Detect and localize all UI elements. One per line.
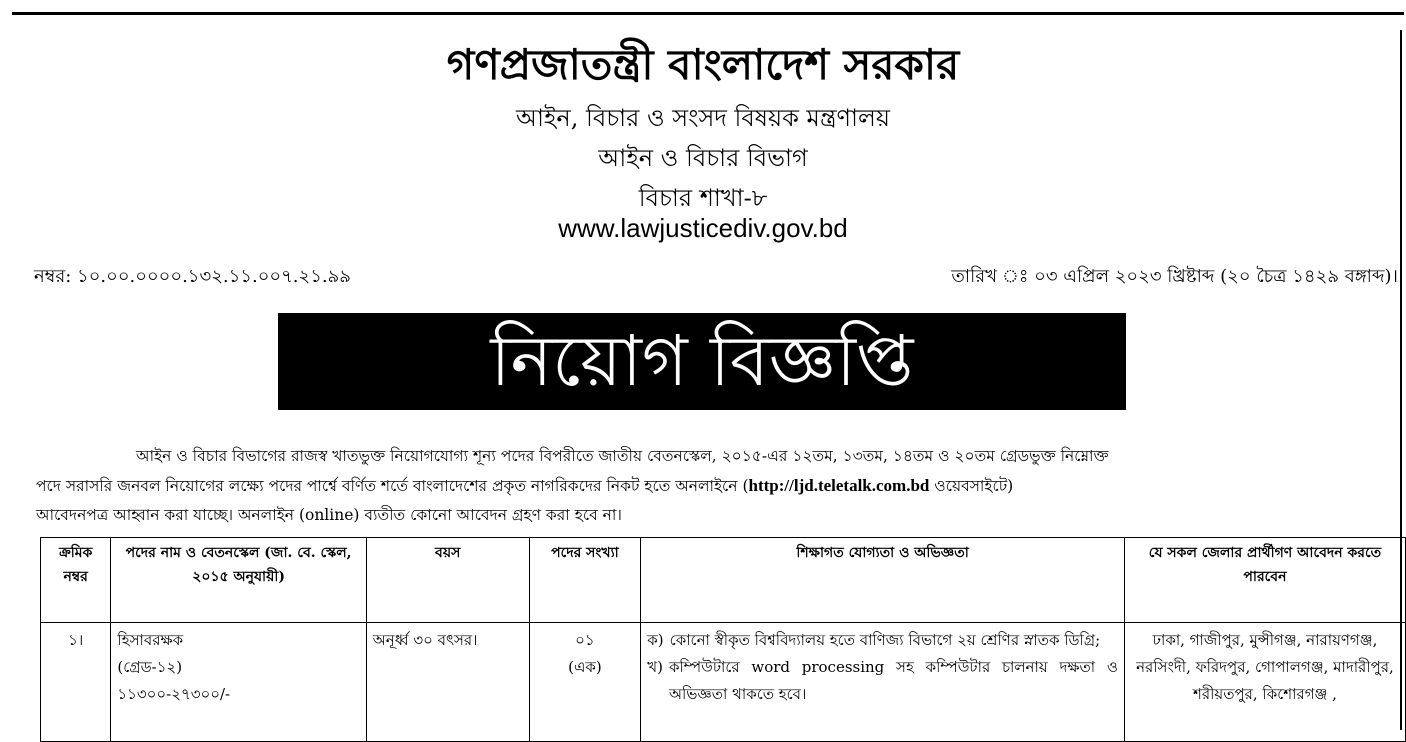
cell-age: অনূর্ধ্ব ৩০ বৎসর।	[366, 623, 529, 742]
cell-post	[111, 623, 366, 742]
cell-districts: ঢাকা, গাজীপুর, মুন্সীগঞ্জ, নারায়ণগঞ্জ, নরসিংদী, ফরিদপুর, গোপালগঞ্জ, মাদারীপুর, শরীয়তপুর, কিশোরগঞ্জ ,	[1124, 623, 1405, 742]
header-districts: যে সকল জেলার প্রার্থীগণ আবেদন করতে পারবেন	[1124, 538, 1405, 623]
cell-qualification	[641, 623, 1125, 742]
count-words: (এক)	[568, 658, 602, 676]
count-number: ০১	[575, 631, 595, 649]
header-qualification: শিক্ষাগত যোগ্যতা ও অভিজ্ঞতা	[641, 538, 1125, 623]
header-post: পদের নাম ও বেতনস্কেল (জা. বে. স্কেল, ২০১৫ অনুযায়ী)	[111, 538, 366, 623]
branch-name: বিচার শাখা-৮	[638, 184, 768, 212]
cell-count	[529, 623, 641, 742]
memo-date: তারিখ ঃ ০৩ এপ্রিল ২০২৩ খ্রিষ্টাব্দ (২০ চৈত্র ১৪২৯ বঙ্গাব্দ)।	[951, 266, 1398, 287]
intro-line-2-end: ওয়েবসাইটে)	[929, 477, 1014, 495]
teletalk-link[interactable]: http://ljd.teletalk.com.bd	[748, 476, 930, 495]
qualification-item-b	[647, 654, 1118, 708]
qualification-text-a: কোনো স্বীকৃত বিশ্ববিদ্যালয় হতে বাণিজ্য বিভাগে ২য় শ্রেণির স্নাতক ডিগ্রি;	[669, 631, 1101, 649]
intro-line-2	[36, 471, 1382, 501]
header-serial: ক্রমিক নম্বর	[41, 538, 111, 623]
cell-serial: ১।	[41, 623, 111, 742]
header-age: বয়স	[366, 538, 529, 623]
post-name: হিসাবরক্ষক	[117, 631, 184, 649]
intro-line-1: আইন ও বিচার বিভাগের রাজস্ব খাতভুক্ত নিয়োগযোগ্য শূন্য পদের বিপরীতে জাতীয় বেতনস্কেল, ২০১৫-এর ১২তম, ১৩তম, ১৪তম ও ২০তম গ্রেডভুক্ত নিম্নোক্ত	[136, 447, 1109, 465]
qualification-marker-a: ক)	[647, 631, 664, 649]
post-scale: ১১৩০০-২৭৩০০/-	[117, 685, 231, 703]
ministry-name: আইন, বিচার ও সংসদ বিষয়ক মন্ত্রণালয়	[515, 104, 891, 132]
top-border-line	[12, 12, 1404, 15]
vacancy-table	[40, 537, 1406, 742]
table-row	[41, 623, 1406, 742]
intro-paragraph	[36, 442, 1382, 530]
table-header-row	[41, 538, 1406, 623]
header-count: পদের সংখ্যা	[529, 538, 641, 623]
division-name: আইন ও বিচার বিভাগ	[598, 144, 808, 172]
notice-banner: নিয়োগ বিজ্ঞপ্তি	[278, 313, 1126, 410]
government-title: গণপ্রজাতন্ত্রী বাংলাদেশ সরকার	[446, 40, 960, 89]
post-grade: (গ্রেড-১২)	[117, 658, 183, 676]
qualification-item-a	[647, 627, 1118, 654]
memo-number: নম্বর: ১০.০০.০০০০.১৩২.১১.০০৭.২১.৯৯	[34, 266, 351, 287]
intro-line-3: আবেদনপত্র আহ্বান করা যাচ্ছে। অনলাইন (online) ব্যতীত কোনো আবেদন গ্রহণ করা হবে না।	[36, 506, 622, 524]
intro-line-2-text: পদে সরাসরি জনবল নিয়োগের লক্ষ্যে পদের পার্শ্বে বর্ণিত শর্তে বাংলাদেশের প্রকৃত নাগরিকদের নিকট হতে অনলাইনে (	[36, 477, 749, 495]
qualification-marker-b: খ)	[647, 658, 663, 676]
qualification-text-b: কম্পিউটারে word processing সহ কম্পিউটার চালনায় দক্ষতা ও অভিজ্ঞতা থাকতে হবে।	[668, 658, 1118, 703]
website-link[interactable]: www.lawjusticediv.gov.bd	[558, 213, 848, 243]
